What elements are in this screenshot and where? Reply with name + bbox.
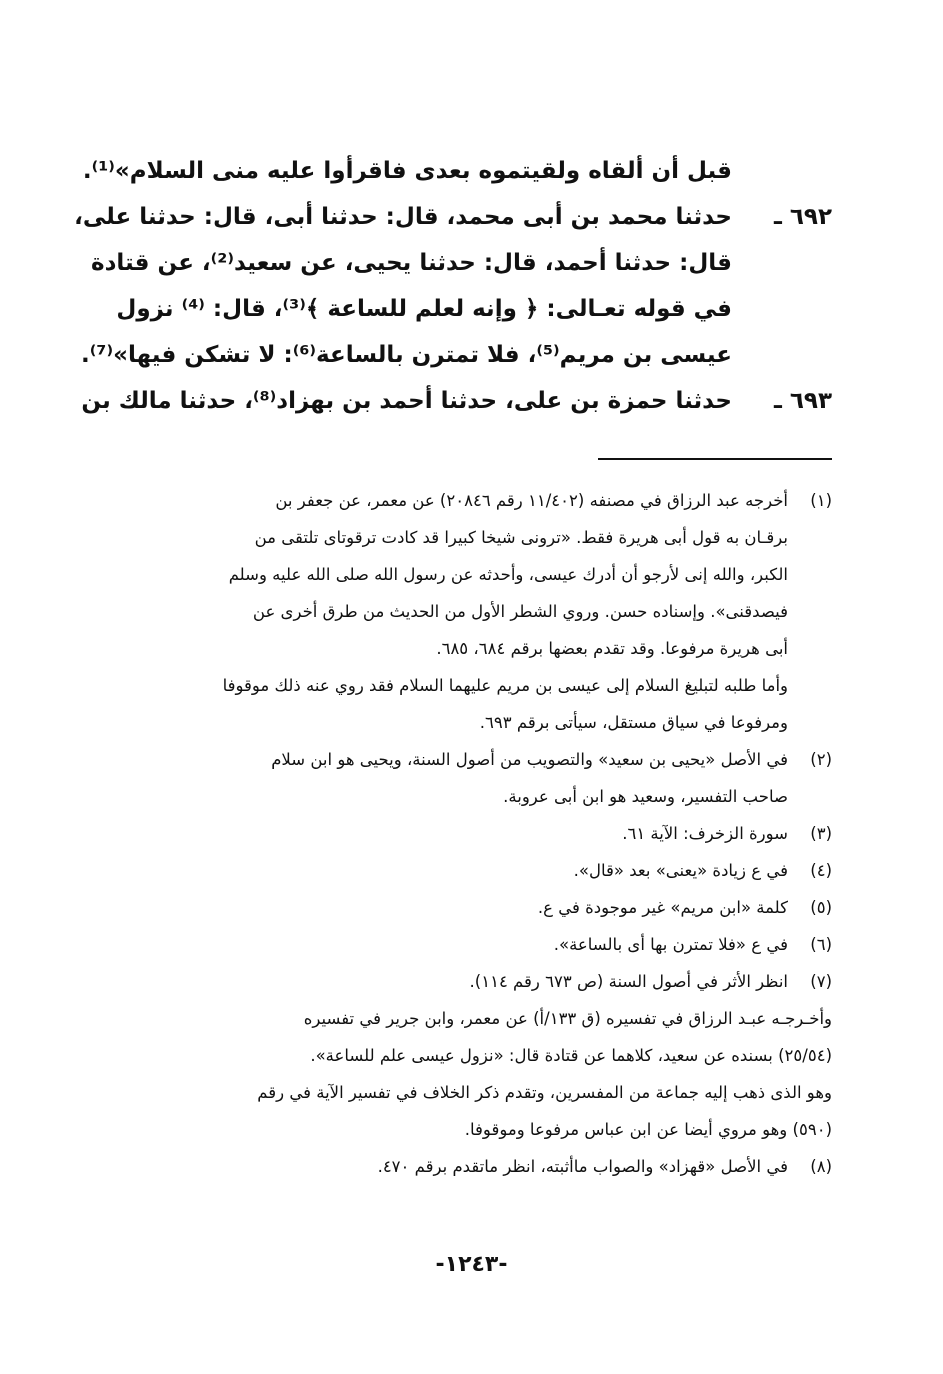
footnote-number: (٧) — [810, 972, 832, 991]
footnote-number: (٤) — [810, 861, 832, 880]
footnote-line: سورة الزخرف: الآية ٦١. — [622, 824, 788, 843]
footnote-line: انظر الأثر في أصول السنة (ص ٦٧٣ رقم ١١٤). — [469, 972, 788, 991]
footnote-8 — [120, 1148, 832, 1185]
footnote-line: في الأصل «قهزاد» والصواب ماأثبته، انظر ماتقدم برقم ٤٧٠. — [377, 1157, 788, 1176]
footnote-number: (٦) — [810, 935, 832, 954]
text-line: حدثنا حمزة بن على، حدثنا أحمد بن بهزاد⁽⁸⁾، حدثنا مالك بن — [81, 388, 732, 414]
footnote-line: برقـان به قول أبى هريرة فقط. «ترونى شيخا كبيرا قد كادت ترقوتاى تلتقى من — [254, 528, 788, 547]
text-line: قال: حدثنا أحمد، قال: حدثنا يحيى، عن سعيد⁽²⁾، عن قتادة — [91, 250, 732, 276]
footnote-7 — [120, 963, 832, 1000]
footnote-line: فيصدقنى». وإسناده حسن. وروي الشطر الأول من الحديث من طرق أخرى عن — [252, 602, 788, 621]
footnote-4 — [120, 852, 832, 889]
footnote-2 — [120, 741, 832, 815]
text-line: قبل أن ألقاه ولقيتموه بعدى فاقرأوا عليه منى السلام»⁽¹⁾. — [82, 158, 732, 184]
footnote-number: (٢) — [810, 750, 832, 769]
footnote-line: صاحب التفسير، وسعيد هو ابن أبى عروبة. — [503, 787, 788, 806]
footnote-line: في ع زيادة «يعنى» بعد «قال». — [573, 861, 788, 880]
footnote-1 — [120, 482, 832, 741]
footnote-line: وأما طلبه لتبليغ السلام إلى عيسى بن مريم عليهما السلام فقد روي عنه ذلك موقوفا — [222, 676, 788, 695]
footnote-number: (٥) — [810, 898, 832, 917]
footnote-line: كلمة «ابن مريم» غير موجودة في ع. — [537, 898, 788, 917]
footnote-7-continuation: وأخـرجـه عبـد الرزاق في تفسيره (ق ١٣٣/أ) عن معمر، وابن جرير في تفسيره — [303, 1009, 832, 1028]
footnote-line: ومرفوعا في سياق مستقل، سيأتى برقم ٦٩٣. — [479, 713, 788, 732]
footnote-separator — [598, 458, 832, 460]
footnote-line: أبى هريرة مرفوعا. وقد تقدم بعضها برقم ٦٨٤، ٦٨٥. — [436, 639, 788, 658]
footnote-number: (٨) — [810, 1157, 832, 1176]
footnote-3 — [120, 815, 832, 852]
hadith-number: ٦٩٣ ـ — [774, 388, 832, 414]
page-number: -١٢٤٣- — [435, 1252, 508, 1277]
footnote-line: أخرجه عبد الرزاق في مصنفه (١١/٤٠٢ رقم ٢٠٨٤٦) عن معمر، عن جعفر بن — [275, 491, 788, 510]
footnotes — [120, 482, 832, 1185]
footnote-5 — [120, 889, 832, 926]
text-line: حدثنا محمد بن أبى محمد، قال: حدثنا أبى، قال: حدثنا على، — [74, 204, 732, 230]
footnote-number: (٣) — [810, 824, 832, 843]
footnote-line: في ع «فلا تمترن بها أى بالساعة». — [553, 935, 788, 954]
footnote-line: الكبر، والله إنى لأرجو أن أدرك عيسى، وأحدثه عن رسول الله صلى الله عليه وسلم — [228, 565, 788, 584]
footnote-6 — [120, 926, 832, 963]
footnote-7-continuation: (٥٩٠) وهو مروي أيضا عن ابن عباس مرفوعا وموقوفا. — [464, 1120, 832, 1139]
hadith-693 — [81, 378, 832, 424]
text-line: عيسى بن مريم⁽⁵⁾، فلا تمترن بالساعة⁽⁶⁾: لا تشكن فيها»⁽⁷⁾. — [81, 342, 732, 368]
footnote-7-continuation: وهو الذى ذهب إليه جماعة من المفسرين، وتقدم ذكر الخلاف في تفسير الآية في رقم — [257, 1083, 832, 1102]
footnote-number: (١) — [810, 491, 832, 510]
hadith-number: ٦٩٢ ـ — [774, 204, 832, 230]
main-text — [74, 148, 832, 424]
footnote-line: في الأصل «يحيى بن سعيد» والتصويب من أصول السنة، ويحيى هو ابن سلام — [271, 750, 788, 769]
hadith-692 — [74, 194, 832, 240]
text-line: في قوله تعـالى: ﴿ وإنه لعلم للساعة ﴾⁽³⁾، قال: ⁽⁴⁾ نزول — [116, 296, 732, 322]
footnote-7-continuation: (٢٥/٥٤) بسنده عن سعيد، كلاهما عن قتادة قال: «نزول عيسى علم للساعة». — [310, 1046, 832, 1065]
